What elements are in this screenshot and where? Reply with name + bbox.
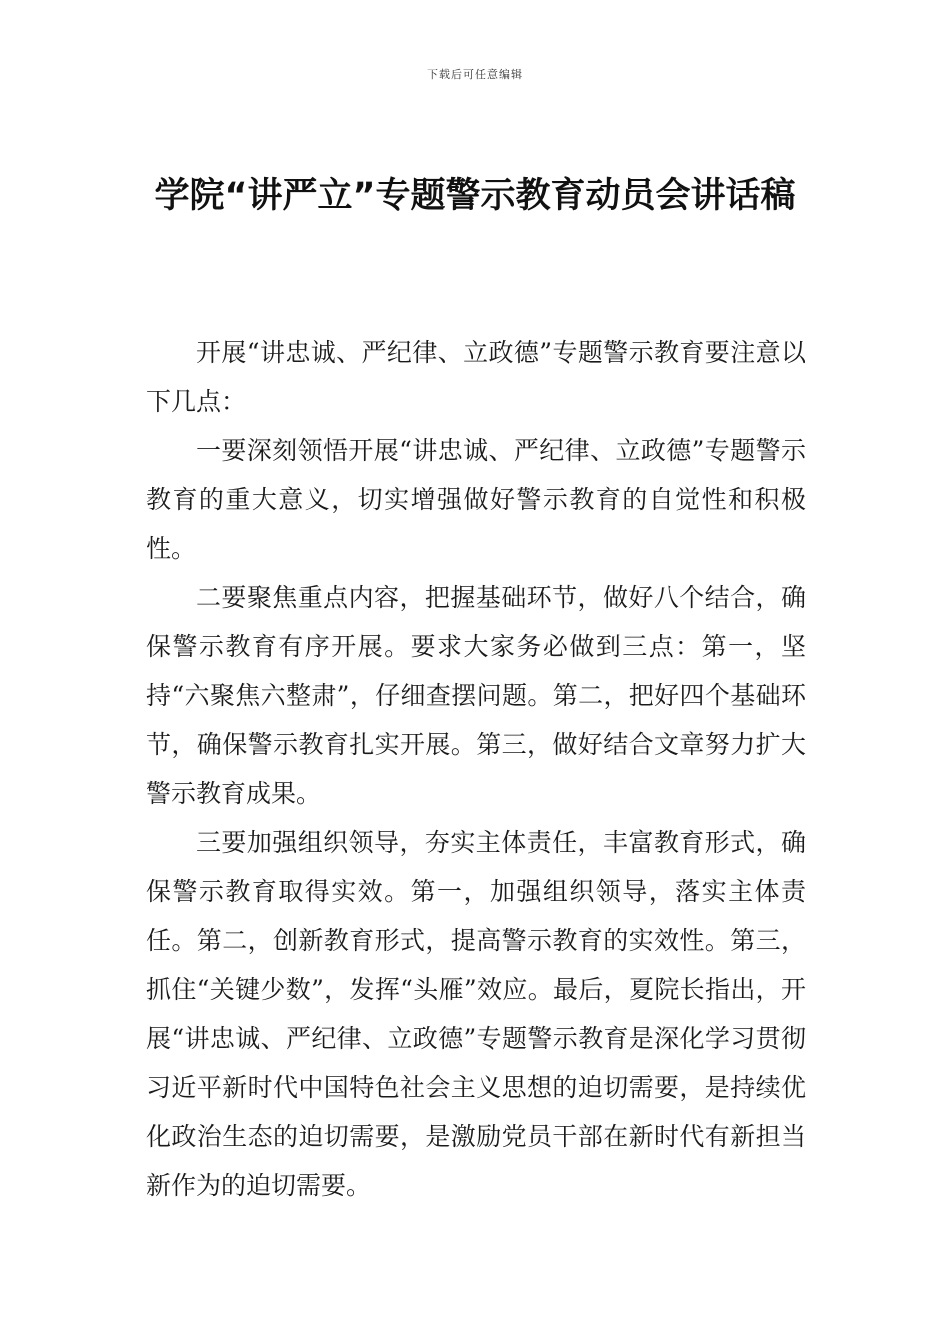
paragraph-point-three: 三要加强组织领导，夯实主体责任，丰富教育形式，确保警示教育取得实效。第一，加强组织领导，落实主体责任。第二，创新教育形式，提高警示教育的实效性。第三，抓住“关键少数”，发挥“头雁”效应。最后，夏院长指出，开展“讲忠诚、严纪律、立政德”专题警示教育是深化学习贯彻习近平新时代中国特色社会主义思想的迫切需要，是持续优化政治生态的迫切需要，是激励党员干部在新时代有新担当新作为的迫切需要。 [146,828,806,1200]
document-body [146,328,806,1210]
document-title: 学院“讲严立”专题警示教育动员会讲话稿 [154,176,796,216]
paragraph-intro: 开展“讲忠诚、严纪律、立政德”专题警示教育要注意以下几点： [146,338,806,416]
paragraph-point-two: 二要聚焦重点内容，把握基础环节，做好八个结合，确保警示教育有序开展。要求大家务必做到三点：第一，坚持“六聚焦六整肃”，仔细查摆问题。第二，把好四个基础环节，确保警示教育扎实开展。第三，做好结合文章努力扩大警示教育成果。 [146,583,806,808]
paragraph-point-one: 一要深刻领悟开展“讲忠诚、严纪律、立政德”专题警示教育的重大意义，切实增强做好警示教育的自觉性和积极性。 [146,436,806,563]
header-note: 下载后可任意编辑 [427,68,523,81]
